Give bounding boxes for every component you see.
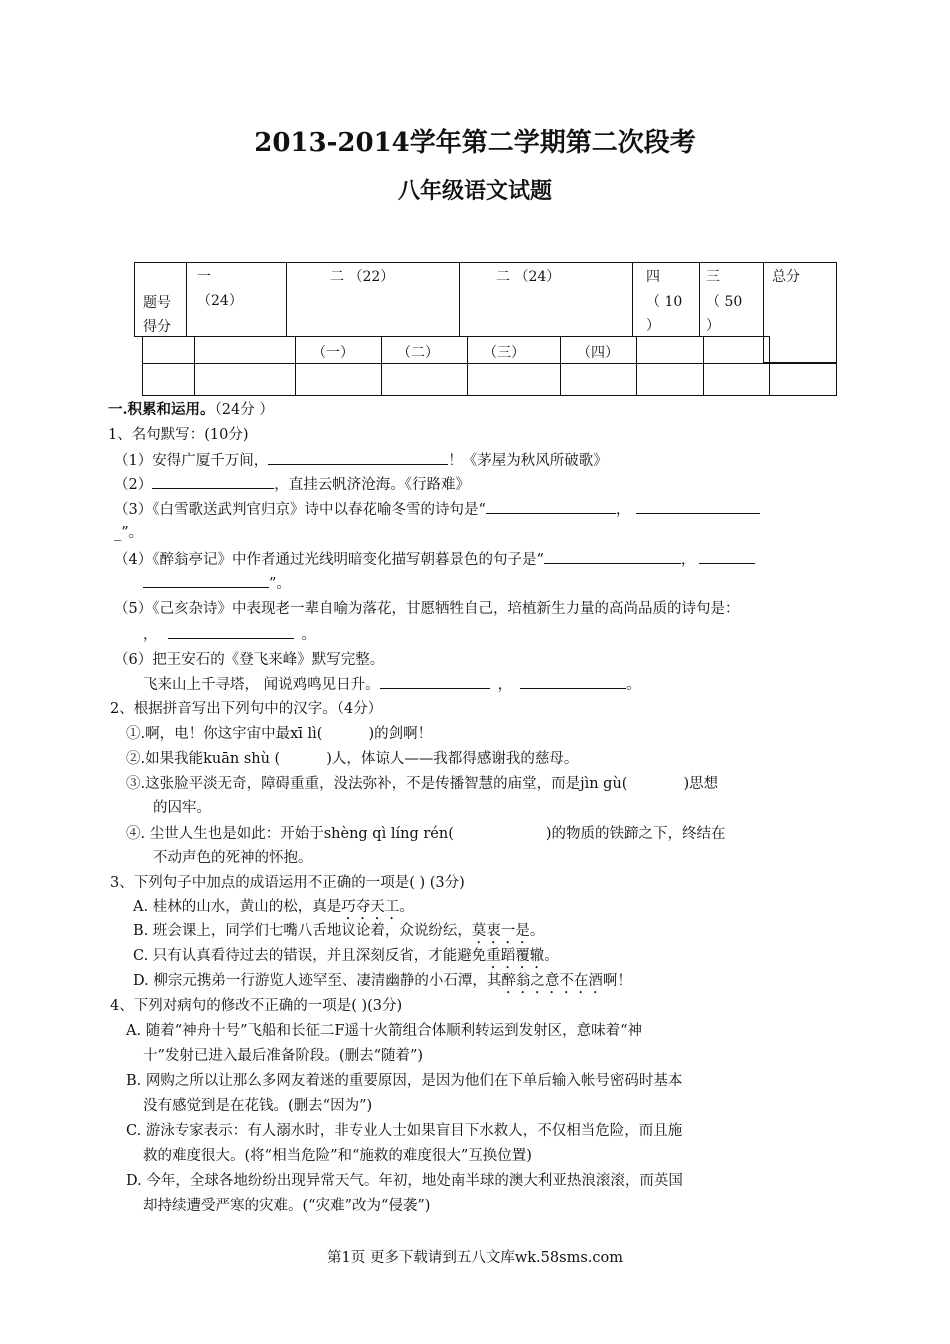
q1-line-1-text: （1）安得广厦千万间， — [114, 453, 269, 469]
option-text: B. 班会课上，同学们七嘴八舌地议论着，众说纷纭， — [133, 923, 472, 939]
row-label-tihao: 题号 — [143, 295, 171, 311]
option-text: C. 只有认真看待过去的错误，并且深刻反省，才能避免 — [133, 948, 487, 964]
section-points: （24分 ） — [214, 402, 274, 418]
q2-item-2 — [126, 749, 578, 769]
q3-option-d[interactable] — [133, 971, 632, 997]
q1-line-6-end: 。 — [626, 677, 641, 693]
q2-item-1-text: ①.啊，电！你这宇宙中最xī lì( — [126, 726, 323, 742]
section-title: 一.积累和运用。 — [108, 401, 215, 418]
answer-blank[interactable] — [544, 549, 681, 564]
answer-blank[interactable] — [486, 499, 616, 514]
score-cell[interactable] — [467, 363, 561, 396]
q1-line-3-text: （3）《白雪歌送武判官归京》诗中以春花喻冬雪的诗句是“ — [114, 502, 486, 518]
q1-line-3-comma: ， — [615, 502, 631, 518]
q2-item-1-end: )的剑啊！ — [368, 726, 433, 742]
option-end: 。 — [399, 899, 414, 915]
score-cell[interactable] — [560, 363, 637, 396]
sub-header-2: （二） — [397, 345, 439, 361]
q4-option-b-cont: 没有感觉到是在花钱。(删去“因为”) — [143, 1098, 373, 1114]
section-heading — [108, 400, 274, 420]
q2-item-3 — [126, 774, 718, 794]
q4-option-b[interactable]: B. 网购之所以让那么多网友着迷的重要原因，是因为他们在下单后输入帐号密码时基本 — [126, 1073, 683, 1089]
question-4-stem: 4、下列对病句的修改不正确的一项是( )(3分) — [110, 998, 403, 1014]
answer-blank[interactable] — [152, 474, 274, 489]
answer-blank[interactable] — [636, 499, 760, 514]
q3-option-c[interactable] — [133, 946, 559, 972]
option-end: 。 — [544, 948, 559, 964]
sub-header-3: （三） — [483, 345, 525, 361]
cell-sub-empty — [194, 336, 296, 364]
answer-blank[interactable] — [380, 674, 490, 689]
q2-item-3-text: ③.这张脸平淡无奇，障碍重重，没法弥补，不是传播智慧的庙堂，而是jìn gù( — [126, 776, 628, 792]
q2-item-4 — [126, 824, 726, 844]
q1-poem-lines: 飞来山上千寻塔， 闻说鸡鸣见日升。 — [143, 677, 380, 693]
option-end: 啊！ — [602, 973, 632, 989]
answer-blank[interactable] — [268, 450, 448, 465]
col-header-er2: 二 （24） — [496, 269, 561, 285]
score-cell[interactable] — [381, 363, 468, 396]
col-header-yi: 一 — [197, 269, 211, 285]
q1-line-4-text: （4）《醉翁亭记》中作者通过光线明暗变化描写朝暮景色的句子是“ — [114, 552, 544, 568]
col-header-san-close: ） — [706, 318, 720, 334]
q1-line-1 — [114, 450, 608, 471]
question-2-stem: 2、根据拼音写出下列句中的汉字。（4分） — [110, 701, 383, 717]
answer-blank[interactable] — [520, 674, 626, 689]
q1-line-5-end: 。 — [301, 627, 316, 643]
score-cell[interactable] — [703, 363, 770, 396]
score-cell[interactable] — [295, 363, 382, 396]
q4-option-d-cont: 却持续遭受严寒的灾难。(“灾难”改为“侵袭”) — [143, 1198, 431, 1214]
dotted-idiom: 莫衷一是 — [471, 923, 530, 939]
q1-line-6-poem — [143, 674, 641, 695]
score-cell[interactable] — [142, 363, 195, 396]
q1-line-4-cont — [143, 573, 291, 594]
question-3-stem: 3、下列句子中加点的成语运用不正确的一项是( ) (3分) — [110, 875, 465, 891]
answer-blank[interactable] — [168, 624, 294, 639]
sub-header-4: （四） — [577, 345, 619, 361]
q4-option-a-cont: 十”发射已进入最后准备阶段。(删去“随着”) — [143, 1048, 424, 1064]
q1-line-4 — [114, 549, 755, 570]
q4-option-a[interactable]: A. 随着“神舟十号”飞船和长征二F遥十火箭组合体顺利转运到发射区，意味着“神 — [126, 1023, 642, 1039]
q2-item-2-end: )人，体谅人——我都得感谢我的慈母。 — [326, 751, 579, 767]
q2-item-3-cont: 的囚牢。 — [153, 800, 211, 816]
q4-option-d[interactable]: D. 今年，全球各地纷纷出现异常天气。年初，地处南半球的澳大利亚热浪滚滚，而英国 — [126, 1173, 683, 1189]
option-text: A. 桂林的山水，黄山的松，真是 — [133, 899, 342, 915]
question-1-stem: 1、名句默写：(10分) — [108, 427, 249, 443]
q2-item-3-end: )思想 — [683, 776, 719, 792]
q1-line-3-end: _”。 — [114, 525, 144, 541]
dotted-idiom: 巧夺天工 — [341, 899, 400, 915]
q1-line-2 — [114, 474, 470, 495]
dotted-idiom: 醉翁之意不在酒 — [501, 973, 603, 989]
q1-line-6: （6）把王安石的《登飞来峰》默写完整。 — [114, 652, 385, 668]
q1-line-5-comma: ， — [143, 627, 158, 643]
exam-subtitle: 八年级语文试题 — [397, 178, 552, 204]
q1-line-1-source: ！《茅屋为秋风所破歌》 — [448, 453, 608, 469]
sub-header-1: （一） — [312, 345, 354, 361]
exam-title: 2013-2014学年第二学期第二次段考 — [254, 128, 696, 158]
q1-line-6-comma: ， — [497, 677, 513, 693]
col-header-er1: 二 （22） — [330, 269, 395, 285]
q1-line-2-text: ，直挂云帆济沧海。《行路难》 — [274, 477, 470, 493]
cell-sub-empty — [142, 336, 195, 364]
q1-line-4-comma: ， — [680, 552, 696, 568]
q1-line-3 — [114, 499, 760, 520]
q1-line-4-end: ”。 — [269, 576, 291, 592]
cell-sub-empty — [703, 336, 770, 364]
cell-sub-empty — [636, 336, 704, 364]
q2-item-2-text: ②.如果我能kuān shù ( — [126, 751, 281, 767]
q4-option-c-cont: 救的难度很大。(将“相当危险”和“施救的难度很大”互换位置) — [143, 1148, 532, 1164]
col-header-yi-points: （24） — [197, 293, 243, 309]
q4-option-c[interactable]: C. 游泳专家表示：有人溺水时，非专业人士如果盲目下水救人，不仅相当危险，而且施 — [126, 1123, 683, 1139]
col-header-san-points: （ 50 — [706, 294, 743, 310]
q2-item-4-cont: 不动声色的死神的怀抱。 — [153, 850, 313, 866]
answer-blank[interactable] — [699, 549, 755, 564]
row-label-defen: 得分 — [143, 319, 171, 335]
col-header-si: 四 — [646, 269, 660, 285]
q1-line-5-cont — [143, 624, 316, 645]
col-header-si-close: ） — [646, 318, 660, 334]
col-header-san: 三 — [706, 269, 720, 285]
col-header-si-points: （ 10 — [646, 294, 683, 310]
score-cell[interactable] — [194, 363, 296, 396]
score-cell-total[interactable] — [769, 363, 837, 396]
score-cell[interactable] — [636, 363, 704, 396]
q1-line-5: （5）《己亥杂诗》中表现老一辈自喻为落花，甘愿牺牲自己，培植新生力量的高尚品质的诗句是： — [114, 601, 740, 617]
option-text: D. 柳宗元携弟一行游览人迹罕至、凄清幽静的小石潭，其 — [133, 973, 502, 989]
q2-item-1 — [126, 724, 432, 744]
dotted-idiom: 重蹈覆辙 — [486, 948, 545, 964]
q2-item-4-end: )的物质的铁蹄之下，终结在 — [545, 826, 726, 842]
page-footer: 第1页 更多下载请到五八文库wk.58sms.com — [327, 1250, 623, 1266]
q3-option-b[interactable] — [133, 921, 544, 947]
answer-blank[interactable] — [143, 573, 269, 588]
q3-option-a[interactable] — [133, 897, 414, 923]
q1-line-2-num: （2） — [114, 477, 153, 493]
q2-item-4-text: ④. 尘世人生也是如此：开始于shèng qì líng rén( — [126, 826, 454, 842]
col-header-total: 总分 — [772, 269, 800, 285]
option-end: 。 — [529, 923, 545, 939]
